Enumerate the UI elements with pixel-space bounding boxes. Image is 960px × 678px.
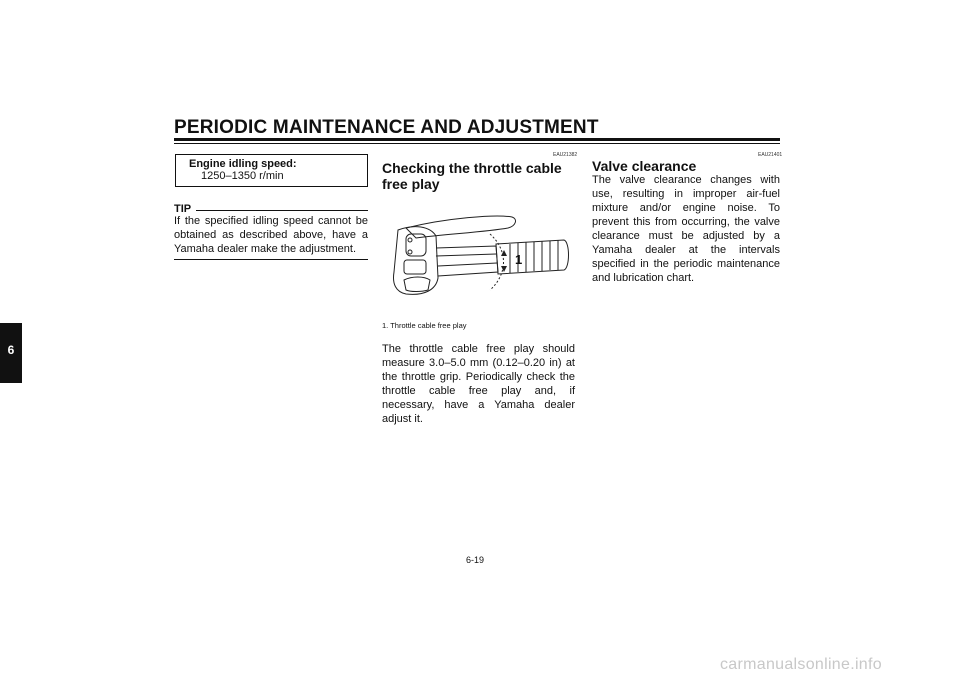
tip-label: TIP [174,203,192,215]
page-number: 6-19 [466,555,485,565]
spec-label: Engine idling speed: [189,158,297,170]
chapter-tab-number: 6 [7,343,15,357]
tip-rule [196,210,368,211]
valve-heading: Valve clearance [592,158,697,174]
header-rule-thin [174,143,780,144]
tip-text: If the specified idling speed cannot be obtained as described above, have a Yamaha dealer make the adjustment. [174,215,368,255]
page-header-title: PERIODIC MAINTENANCE AND ADJUSTMENT [174,117,599,138]
throttle-grip-illustration [376,210,574,305]
section-code: EAU21382 [553,152,578,158]
throttle-heading: Checking the throttle cable free play [382,160,562,192]
section-code: EAU21401 [758,152,783,158]
header-rule [174,138,780,141]
throttle-body: The throttle cable free play should measure 3.0–5.0 mm (0.12–0.20 in) at the throttle grip. Periodically check the throttle cable free play and, if necessary, have a Yamaha dealer adjust it. [382,343,575,425]
figure-callout: 1 [515,252,523,267]
spec-value: 1250–1350 r/min [201,170,284,182]
figure-caption: 1. Throttle cable free play [382,321,467,330]
watermark: carmanualsonline.info [720,656,882,673]
tip-rule-bottom [174,259,368,260]
valve-body: The valve clearance changes with use, resulting in improper air-fuel mixture and/or engine noise. To prevent this from occurring, the valve clearance must be adjusted by a Yamaha dealer at the intervals specified in the periodic maintenance and lubrication chart. [592,174,780,284]
